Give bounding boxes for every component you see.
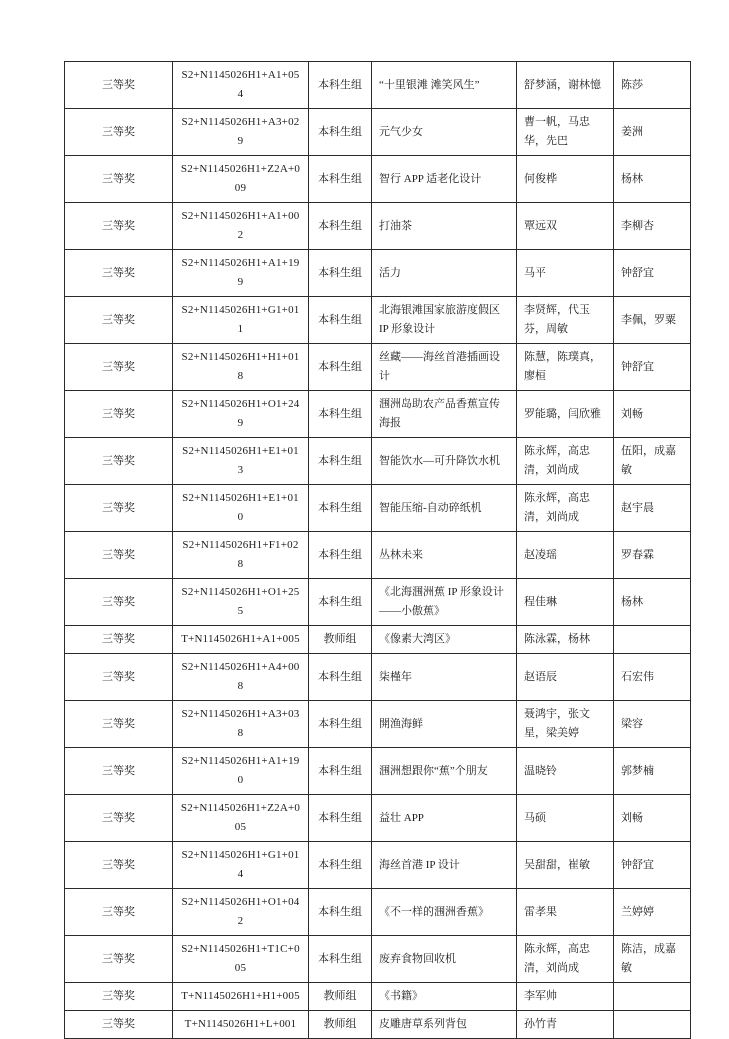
code-cell: S2+N1145026H1+G1+011 [173,297,309,344]
group-cell: 本科生组 [309,889,372,936]
advisor-cell: 郭梦楠 [614,748,691,795]
authors-cell: 陈慧，陈璞真，廖桓 [517,344,614,391]
group-cell: 本科生组 [309,654,372,701]
code-cell: S2+N1145026H1+A1+054 [173,62,309,109]
title-cell: 打油茶 [372,203,517,250]
title-cell: 海丝首港 IP 设计 [372,842,517,889]
table-row [65,485,691,532]
title-cell: 废弃食物回收机 [372,936,517,983]
authors-cell: 陈泳霖，杨林 [517,626,614,654]
table-row [65,701,691,748]
group-cell: 本科生组 [309,156,372,203]
advisor-cell: 陈洁，成嘉敏 [614,936,691,983]
group-cell: 本科生组 [309,532,372,579]
advisor-cell: 伍阳，成嘉敏 [614,438,691,485]
table-row [65,297,691,344]
title-cell: “十里银滩 滩笑风生” [372,62,517,109]
group-cell: 本科生组 [309,485,372,532]
code-cell: S2+N1145026H1+A3+038 [173,701,309,748]
authors-cell: 李贤辉，代玉芬，周敏 [517,297,614,344]
code-cell: S2+N1145026H1+A1+002 [173,203,309,250]
award-cell: 三等奖 [65,297,173,344]
title-cell: 元气少女 [372,109,517,156]
code-cell: S2+N1145026H1+E1+013 [173,438,309,485]
award-cell: 三等奖 [65,983,173,1011]
table-row [65,748,691,795]
title-cell: 皮雕唐草系列背包 [372,1011,517,1039]
title-cell: 《像素大湾区》 [372,626,517,654]
table-row [65,1011,691,1039]
title-cell: 《不一样的涠洲香蕉》 [372,889,517,936]
authors-cell: 罗能璐，闫欣雅 [517,391,614,438]
award-cell: 三等奖 [65,795,173,842]
award-cell: 三等奖 [65,1011,173,1039]
group-cell: 本科生组 [309,936,372,983]
authors-cell: 李军帅 [517,983,614,1011]
advisor-cell: 罗春霖 [614,532,691,579]
group-cell: 本科生组 [309,109,372,156]
advisor-cell [614,1011,691,1039]
title-cell: 《北海涠洲蕉 IP 形象设计——小傲蕉》 [372,579,517,626]
advisor-cell [614,983,691,1011]
code-cell: S2+N1145026H1+F1+028 [173,532,309,579]
group-cell: 本科生组 [309,438,372,485]
awards-table-body [65,62,691,1039]
table-row [65,889,691,936]
advisor-cell: 杨林 [614,156,691,203]
award-cell: 三等奖 [65,156,173,203]
title-cell: 柒槿年 [372,654,517,701]
table-row [65,795,691,842]
title-cell: 智能压缩-自动碎纸机 [372,485,517,532]
title-cell: 智能饮水—可升降饮水机 [372,438,517,485]
code-cell: S2+N1145026H1+A3+029 [173,109,309,156]
award-cell: 三等奖 [65,579,173,626]
code-cell: S2+N1145026H1+O1+255 [173,579,309,626]
group-cell: 本科生组 [309,297,372,344]
award-cell: 三等奖 [65,250,173,297]
table-row [65,579,691,626]
award-cell: 三等奖 [65,889,173,936]
code-cell: T+N1145026H1+H1+005 [173,983,309,1011]
authors-cell: 马平 [517,250,614,297]
group-cell: 教师组 [309,626,372,654]
advisor-cell: 杨林 [614,579,691,626]
authors-cell: 舒梦涵，谢林憶 [517,62,614,109]
title-cell: 涠洲想跟你“蕉”个朋友 [372,748,517,795]
code-cell: S2+N1145026H1+H1+018 [173,344,309,391]
title-cell: 益壮 APP [372,795,517,842]
advisor-cell: 李柳杏 [614,203,691,250]
award-cell: 三等奖 [65,62,173,109]
code-cell: S2+N1145026H1+O1+249 [173,391,309,438]
award-cell: 三等奖 [65,654,173,701]
advisor-cell: 刘畅 [614,391,691,438]
group-cell: 本科生组 [309,748,372,795]
award-cell: 三等奖 [65,109,173,156]
authors-cell: 吴甜甜，崔敏 [517,842,614,889]
code-cell: S2+N1145026H1+A1+190 [173,748,309,795]
authors-cell: 陈永辉，高忠清，刘尚成 [517,936,614,983]
award-cell: 三等奖 [65,391,173,438]
group-cell: 教师组 [309,1011,372,1039]
advisor-cell: 刘畅 [614,795,691,842]
table-row [65,344,691,391]
table-row [65,250,691,297]
group-cell: 本科生组 [309,579,372,626]
group-cell: 本科生组 [309,203,372,250]
table-row [65,109,691,156]
table-row [65,532,691,579]
group-cell: 教师组 [309,983,372,1011]
table-row [65,626,691,654]
title-cell: 丛林未来 [372,532,517,579]
title-cell: 活力 [372,250,517,297]
authors-cell: 程佳琳 [517,579,614,626]
award-cell: 三等奖 [65,485,173,532]
code-cell: S2+N1145026H1+E1+010 [173,485,309,532]
group-cell: 本科生组 [309,62,372,109]
table-row [65,203,691,250]
title-cell: 北海银滩国家旅游度假区 IP 形象设计 [372,297,517,344]
title-cell: 《书籍》 [372,983,517,1011]
table-row [65,391,691,438]
authors-cell: 陈永辉，高忠清，刘尚成 [517,438,614,485]
award-cell: 三等奖 [65,842,173,889]
authors-cell: 何俊桦 [517,156,614,203]
title-cell: 涠洲岛助农产品香蕉宣传海报 [372,391,517,438]
authors-cell: 孙竹青 [517,1011,614,1039]
code-cell: S2+N1145026H1+O1+042 [173,889,309,936]
code-cell: S2+N1145026H1+Z2A+009 [173,156,309,203]
table-row [65,438,691,485]
award-cell: 三等奖 [65,748,173,795]
code-cell: S2+N1145026H1+T1C+005 [173,936,309,983]
authors-cell: 赵语辰 [517,654,614,701]
code-cell: S2+N1145026H1+A4+008 [173,654,309,701]
advisor-cell: 陈莎 [614,62,691,109]
table-row [65,842,691,889]
advisor-cell: 姜洲 [614,109,691,156]
authors-cell: 雷孝果 [517,889,614,936]
award-cell: 三等奖 [65,626,173,654]
award-cell: 三等奖 [65,701,173,748]
table-row [65,156,691,203]
authors-cell: 赵凌瑶 [517,532,614,579]
advisor-cell: 钟舒宜 [614,250,691,297]
group-cell: 本科生组 [309,344,372,391]
code-cell: S2+N1145026H1+G1+014 [173,842,309,889]
table-row [65,654,691,701]
advisor-cell: 赵宇晨 [614,485,691,532]
awards-table [64,61,691,1039]
table-row [65,62,691,109]
authors-cell: 陈永辉，高忠清，刘尚成 [517,485,614,532]
award-cell: 三等奖 [65,203,173,250]
title-cell: 開渔海鲜 [372,701,517,748]
authors-cell: 曹一帆，马忠华，先巴 [517,109,614,156]
group-cell: 本科生组 [309,250,372,297]
code-cell: T+N1145026H1+L+001 [173,1011,309,1039]
authors-cell: 马硕 [517,795,614,842]
code-cell: S2+N1145026H1+Z2A+005 [173,795,309,842]
award-cell: 三等奖 [65,936,173,983]
title-cell: 智行 APP 适老化设计 [372,156,517,203]
table-row [65,983,691,1011]
advisor-cell: 兰婷婷 [614,889,691,936]
advisor-cell: 石宏伟 [614,654,691,701]
advisor-cell: 李佩，罗粟 [614,297,691,344]
code-cell: S2+N1145026H1+A1+199 [173,250,309,297]
table-row [65,936,691,983]
award-cell: 三等奖 [65,344,173,391]
advisor-cell: 钟舒宜 [614,842,691,889]
award-cell: 三等奖 [65,438,173,485]
group-cell: 本科生组 [309,701,372,748]
award-cell: 三等奖 [65,532,173,579]
authors-cell: 温晓铃 [517,748,614,795]
authors-cell: 聂鸿宇，张文星，梁美婷 [517,701,614,748]
code-cell: T+N1145026H1+A1+005 [173,626,309,654]
title-cell: 丝藏——海丝首港插画设计 [372,344,517,391]
advisor-cell: 梁容 [614,701,691,748]
advisor-cell: 钟舒宜 [614,344,691,391]
advisor-cell [614,626,691,654]
authors-cell: 覃远双 [517,203,614,250]
group-cell: 本科生组 [309,842,372,889]
group-cell: 本科生组 [309,391,372,438]
group-cell: 本科生组 [309,795,372,842]
